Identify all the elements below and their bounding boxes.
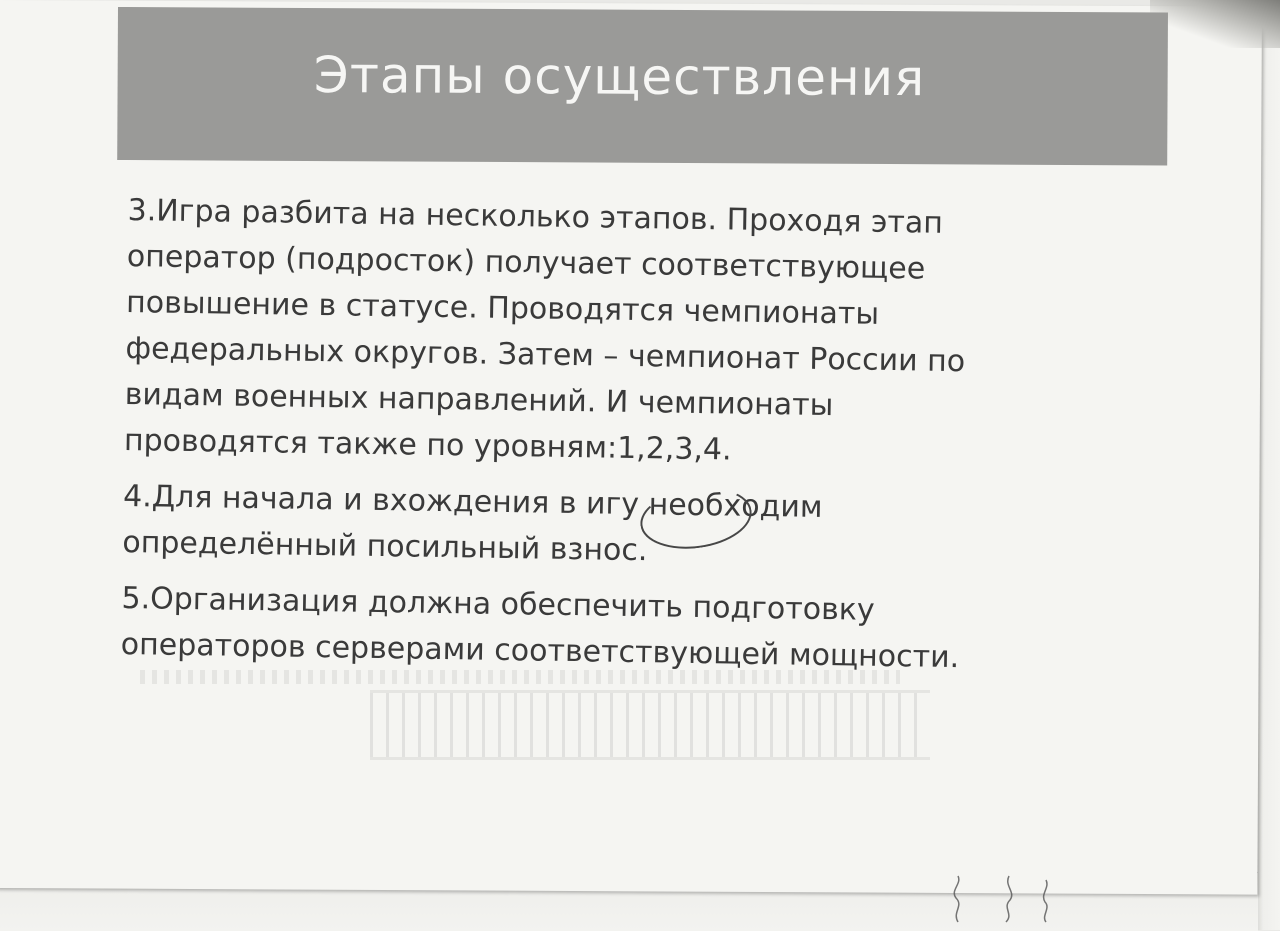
- paragraph-3: [124, 188, 1128, 480]
- text-line: проводятся также по уровням:1,2,3,4.: [123, 422, 732, 468]
- text-line: 5.Организация должна обеспечить подготовку: [121, 580, 875, 628]
- handwriting-scribble: [1038, 872, 1054, 924]
- text-line: операторов серверами соответствующей мощности.: [120, 626, 960, 676]
- handwriting-scribble: [1000, 872, 1016, 924]
- text-line: 3.Игра разбита на несколько этапов. Проходя этап: [127, 192, 944, 241]
- paragraph-5: [120, 576, 1121, 684]
- slide-body: [120, 188, 1128, 694]
- text-line: федеральных округов. Затем – чемпионат России по: [125, 330, 966, 380]
- text-line: оператор (подросток) получает соответствующее: [126, 238, 926, 287]
- text-line: определённый посильный взнос.: [122, 524, 648, 569]
- slide-title: Этапы осуществления: [313, 46, 926, 108]
- text-line: видам военных направлений. И чемпионаты: [124, 376, 834, 424]
- text-line: 4.Для начала и вхождения в игу необходим: [122, 478, 823, 525]
- show-through-text: [370, 690, 930, 760]
- handwriting-scribble: [950, 872, 966, 924]
- text-line: повышение в статусе. Проводятся чемпионаты: [125, 284, 880, 332]
- paragraph-4: [122, 474, 1123, 582]
- corner-shadow: [1150, 0, 1280, 48]
